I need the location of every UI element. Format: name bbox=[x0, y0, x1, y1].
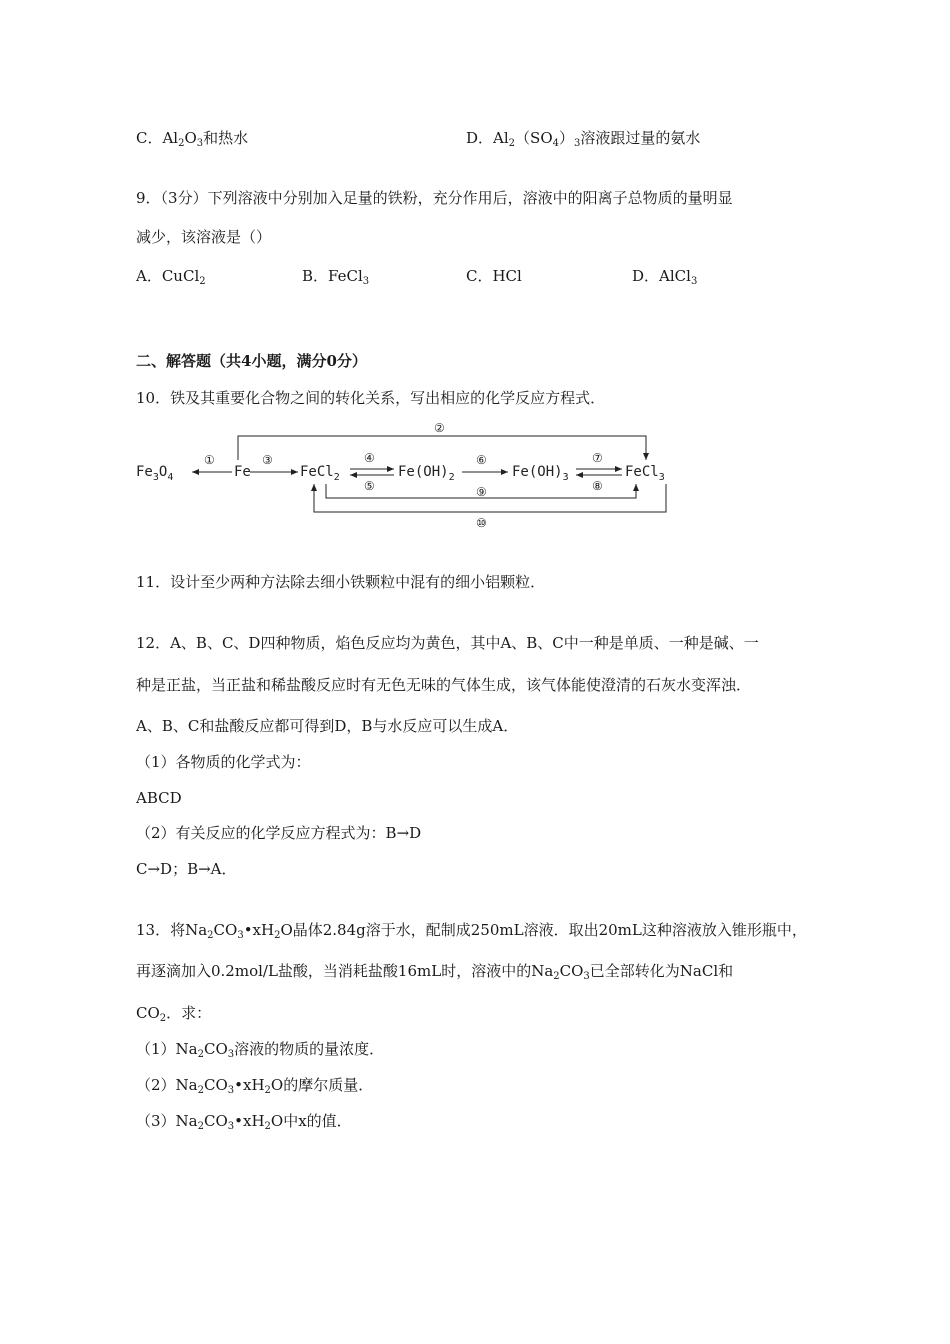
label-10: ⑩ bbox=[476, 516, 487, 530]
label-6: ⑥ bbox=[476, 453, 487, 467]
q13-line3: $CO_2$．求： bbox=[136, 1004, 212, 1024]
q9-option-c bbox=[466, 266, 522, 286]
q13-part3: $(3)Na_2CO_3•xH_2O$中x的值． bbox=[136, 1112, 352, 1132]
label-1: ① bbox=[204, 453, 215, 467]
subscript: 4 bbox=[552, 138, 559, 149]
q8-option-c-text: O bbox=[184, 129, 197, 147]
label-4: ④ bbox=[364, 451, 375, 465]
q8-option-c bbox=[136, 128, 248, 148]
q9-option-b bbox=[302, 266, 369, 286]
subscript: 2 bbox=[199, 276, 206, 287]
compound-fecl3: FeCl$_3$ bbox=[625, 464, 665, 483]
section-heading: 二、解答题（共4小题，满分0分） bbox=[136, 352, 367, 370]
q12-part1: （1）各物质的化学式为： bbox=[136, 753, 311, 771]
q9-option-a bbox=[136, 266, 206, 286]
compound-feoh2: $Fe(OH)_2$ bbox=[398, 464, 455, 483]
q12-line3: A、B、C和盐酸反应都可得到D，B与水反应可以生成A． bbox=[136, 717, 519, 735]
q13-line1: 13．将$Na_2CO_3•xH_2O$晶体2.84g溶于水，配制成250mL溶液．取出20mL这种溶液放入锥形瓶中， bbox=[136, 921, 807, 941]
q13-part1: $(1)Na_2CO_3$溶液的物质的量浓度． bbox=[136, 1040, 385, 1060]
q8-option-d bbox=[466, 128, 700, 148]
subscript: 3 bbox=[690, 276, 698, 287]
compound-fe3o4: $Fe_3O_4$ bbox=[136, 464, 174, 483]
arrow-2 bbox=[238, 436, 646, 460]
subscript: 2 bbox=[178, 138, 185, 149]
q8-option-d-text: D．Al bbox=[466, 129, 509, 147]
q8-option-d-text: （SO bbox=[515, 129, 553, 147]
label-8: ⑧ bbox=[592, 479, 603, 493]
q9-option-c-text: C．HCl bbox=[466, 267, 522, 285]
label-5: ⑤ bbox=[364, 479, 375, 493]
label-9: ⑨ bbox=[476, 485, 487, 499]
q9-stem-line2: 减少，该溶液是（） bbox=[136, 228, 272, 246]
label-3: ③ bbox=[262, 453, 273, 467]
q13-line2: 再逐滴加入0.2mol/L盐酸，当消耗盐酸16mL时，溶液中的$Na_2CO_3$已全部转化为NaCl和 bbox=[136, 962, 734, 982]
q8-option-d-text: ） bbox=[559, 129, 575, 147]
q8-option-d-text: 溶液跟过量的氨水 bbox=[580, 129, 701, 147]
q9-stem-line1: 9．（3分）下列溶液中分别加入足量的铁粉，充分作用后，溶液中的阳离子总物质的量明显 bbox=[136, 189, 733, 207]
q12-answer-line: ABCD bbox=[136, 789, 182, 807]
q9-option-d-text: D．AlCl bbox=[632, 267, 691, 285]
q12-line2: 种是正盐，当正盐和稀盐酸反应时有无色无味的气体生成，该气体能使澄清的石灰水变浑浊． bbox=[136, 676, 752, 694]
subscript: 3 bbox=[362, 276, 370, 287]
compound-feoh3: $Fe(OH)_3$ bbox=[512, 464, 569, 483]
compound-fe: Fe bbox=[234, 464, 251, 480]
subscript: 3 bbox=[196, 138, 204, 149]
compound-fecl2: FeCl$_2$ bbox=[300, 464, 340, 483]
label-2: ② bbox=[434, 421, 445, 435]
label-7: ⑦ bbox=[592, 451, 603, 465]
q12-part2-cont: C→D；B→A． bbox=[136, 860, 237, 878]
subscript: 3 bbox=[574, 138, 581, 149]
iron-conversion-diagram bbox=[136, 412, 696, 532]
subscript: 2 bbox=[508, 138, 516, 149]
q10-stem: 10．铁及其重要化合物之间的转化关系，写出相应的化学反应方程式． bbox=[136, 389, 606, 407]
q13-part2: $(2)Na_2CO_3•xH_2O$的摩尔质量． bbox=[136, 1076, 374, 1096]
q9-option-d bbox=[632, 266, 697, 286]
q11-stem: 11．设计至少两种方法除去细小铁颗粒中混有的细小铝颗粒． bbox=[136, 573, 546, 591]
q12-part2: （2）有关反应的化学反应方程式为：B→D bbox=[136, 824, 422, 842]
q9-option-b-text: B．FeCl bbox=[302, 267, 363, 285]
q8-option-c-text: 和热水 bbox=[203, 129, 249, 147]
q9-option-a-text: A．CuCl bbox=[136, 267, 200, 285]
q12-line1: 12．A、B、C、D四种物质，焰色反应均为黄色，其中A、B、C中一种是单质、一种是碱、一 bbox=[136, 634, 759, 652]
q8-option-c-text: C．Al bbox=[136, 129, 179, 147]
